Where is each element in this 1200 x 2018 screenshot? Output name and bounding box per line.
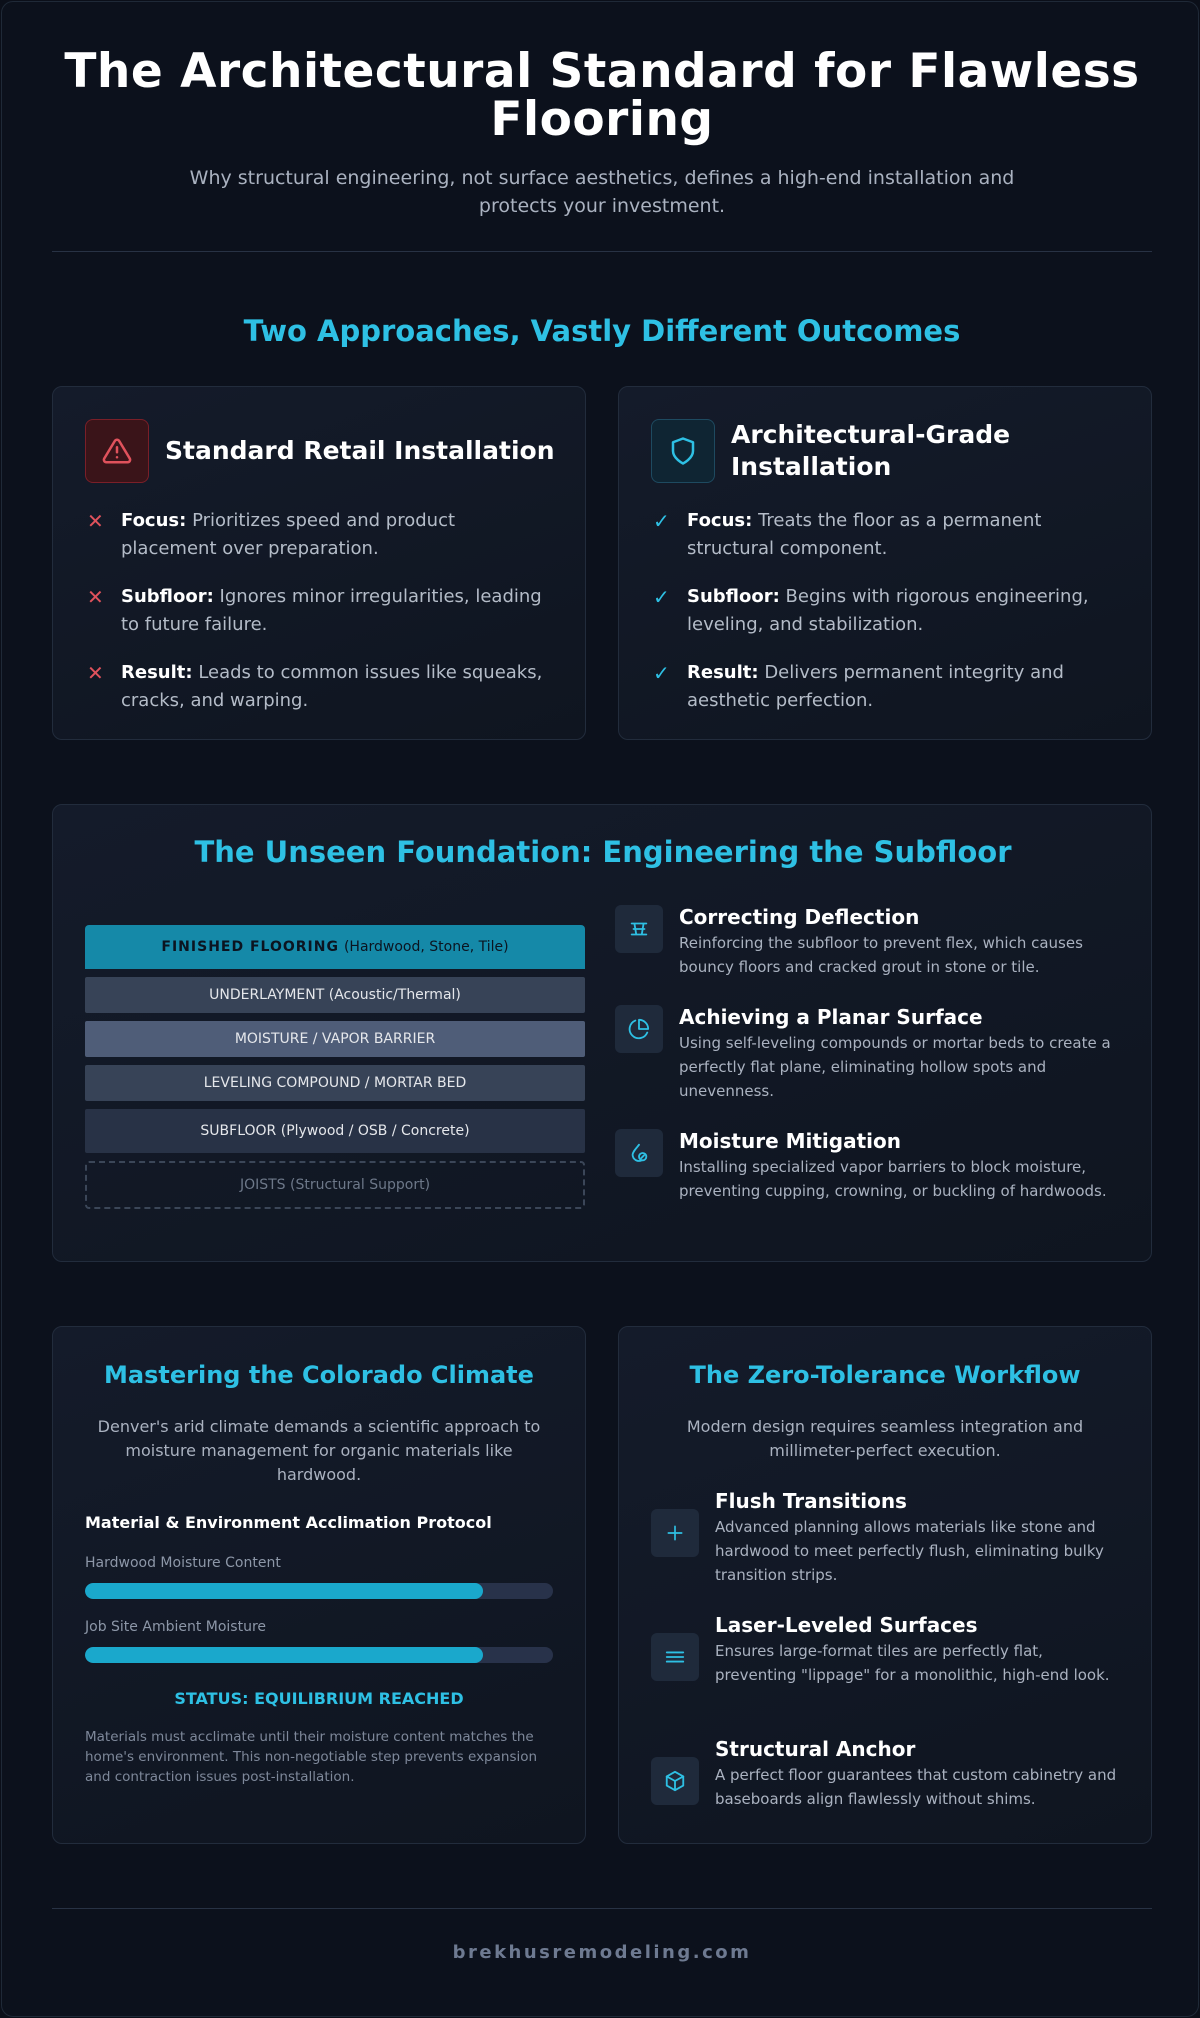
list-item	[85, 507, 553, 563]
comparison-title: Two Approaches, Vastly Different Outcomes	[243, 314, 961, 348]
feature-planar-surface	[615, 1005, 1125, 1103]
item-label: Focus:	[687, 510, 753, 531]
layer-joists: JOISTS (Structural Support)	[85, 1161, 585, 1209]
item-text: Treats the floor as a permanent structural component.	[687, 510, 1042, 559]
workflow-item-structural-anchor	[651, 1737, 1123, 1811]
architectural-install-list	[651, 507, 1119, 735]
feature-title: Correcting Deflection	[679, 905, 920, 929]
cube-icon	[651, 1757, 699, 1805]
pie-chart-icon	[615, 1005, 663, 1053]
feature-desc: Reinforcing the subfloor to prevent flex, which causes bouncy floors and cracked grout in stone or tile.	[679, 934, 1083, 976]
standard-install-title: Standard Retail Installation	[165, 436, 555, 465]
layer-moisture-barrier: MOISTURE / VAPOR BARRIER	[85, 1021, 585, 1057]
feature-title: Achieving a Planar Surface	[679, 1005, 983, 1029]
standard-install-list	[85, 507, 553, 735]
workflow-item-flush-transitions	[651, 1489, 1123, 1587]
workflow-desc: Modern design requires seamless integration and millimeter-perfect execution.	[686, 1417, 1084, 1460]
checkmark-icon: ✓	[653, 509, 670, 533]
x-mark-icon: ✕	[87, 509, 104, 533]
feature-desc: Using self-leveling compounds or mortar beds to create a perfectly flat plane, eliminating hollow spots and unevenness.	[679, 1034, 1111, 1100]
foundation-title: The Unseen Foundation: Engineering the Subfloor	[194, 835, 1012, 869]
shield-icon	[651, 419, 715, 483]
item-label: Subfloor:	[121, 586, 214, 607]
layer-diagram	[85, 925, 585, 1217]
climate-title: Mastering the Colorado Climate	[104, 1361, 534, 1389]
protocol-title: Material & Environment Acclimation Protocol	[85, 1513, 492, 1532]
droplet-icon	[615, 1129, 663, 1177]
checkmark-icon: ✓	[653, 585, 670, 609]
item-text: Prioritizes speed and product placement over preparation.	[121, 510, 456, 559]
architectural-install-title: Architectural-Grade Installation	[731, 420, 1011, 481]
workflow-title: The Zero-Tolerance Workflow	[689, 1361, 1081, 1389]
ambient-moisture-bar	[85, 1647, 553, 1663]
layer-subfloor: SUBFLOOR (Plywood / OSB / Concrete)	[85, 1109, 585, 1153]
x-mark-icon: ✕	[87, 585, 104, 609]
foundation-card	[52, 804, 1152, 1262]
header	[52, 44, 1152, 220]
workflow-item-desc: Advanced planning allows materials like stone and hardwood to meet perfectly flush, eliminating bulky transition strips.	[715, 1518, 1104, 1584]
list-item	[651, 507, 1119, 563]
infographic-frame	[1, 1, 1199, 2017]
list-item	[85, 583, 553, 639]
hardwood-moisture-bar	[85, 1583, 553, 1599]
item-label: Subfloor:	[687, 586, 780, 607]
divider	[52, 251, 1152, 252]
item-label: Result:	[687, 662, 759, 683]
climate-card	[52, 1326, 586, 1844]
plus-icon	[651, 1509, 699, 1557]
feature-title: Moisture Mitigation	[679, 1129, 901, 1153]
checkmark-icon: ✓	[653, 661, 670, 685]
climate-note: Materials must acclimate until their moisture content matches the home's environment. This non-negotiable step prevents expansion and contraction issues post-installation.	[85, 1729, 538, 1785]
bar-fill	[85, 1647, 483, 1663]
item-text: Delivers permanent integrity and aesthetic perfection.	[687, 662, 1064, 711]
bar-label: Hardwood Moisture Content	[85, 1555, 281, 1571]
workflow-item-desc: Ensures large-format tiles are perfectly flat, preventing "lippage" for a monolithic, high-end look.	[715, 1642, 1110, 1684]
item-text: Begins with rigorous engineering, leveling, and stabilization.	[687, 586, 1089, 635]
architectural-install-card	[618, 386, 1152, 740]
item-label: Focus:	[121, 510, 187, 531]
layer-finished-bold: FINISHED FLOORING	[161, 939, 339, 955]
footer-site-link[interactable]: brekhusremodeling.com	[452, 1942, 752, 1963]
workflow-item-title: Flush Transitions	[715, 1489, 907, 1513]
page-title: The Architectural Standard for Flawless Flooring	[64, 44, 1140, 147]
x-mark-icon: ✕	[87, 661, 104, 685]
workflow-item-laser-leveled	[651, 1613, 1123, 1687]
layer-underlayment: UNDERLAYMENT (Acoustic/Thermal)	[85, 977, 585, 1013]
workflow-item-desc: A perfect floor guarantees that custom cabinetry and baseboards align flawlessly without shims.	[715, 1766, 1117, 1808]
climate-desc: Denver's arid climate demands a scientific approach to moisture management for organic materials like hardwood.	[97, 1417, 541, 1484]
workflow-item-title: Structural Anchor	[715, 1737, 916, 1761]
layer-leveling-compound: LEVELING COMPOUND / MORTAR BED	[85, 1065, 585, 1101]
workflow-card	[618, 1326, 1152, 1844]
beam-icon	[615, 905, 663, 953]
item-text: Leads to common issues like squeaks, cracks, and warping.	[121, 662, 543, 711]
list-item	[651, 659, 1119, 715]
lines-icon	[651, 1633, 699, 1681]
bar-fill	[85, 1583, 483, 1599]
list-item	[651, 583, 1119, 639]
layer-finished-flooring	[85, 925, 585, 969]
layer-finished-rest: (Hardwood, Stone, Tile)	[343, 939, 509, 955]
workflow-item-title: Laser-Leveled Surfaces	[715, 1613, 978, 1637]
feature-desc: Installing specialized vapor barriers to block moisture, preventing cupping, crowning, or buckling of hardwoods.	[679, 1158, 1107, 1200]
page-subtitle: Why structural engineering, not surface aesthetics, defines a high-end installation and protects your investment.	[189, 167, 1015, 217]
feature-correcting-deflection	[615, 905, 1125, 979]
list-item	[85, 659, 553, 715]
standard-install-card	[52, 386, 586, 740]
item-text: Ignores minor irregularities, leading to future failure.	[121, 586, 542, 635]
feature-moisture-mitigation	[615, 1129, 1125, 1203]
status-label: STATUS: EQUILIBRIUM REACHED	[174, 1689, 464, 1708]
bar-label: Job Site Ambient Moisture	[85, 1619, 267, 1635]
footer-divider	[52, 1908, 1152, 1909]
item-label: Result:	[121, 662, 193, 683]
warning-triangle-icon	[85, 419, 149, 483]
